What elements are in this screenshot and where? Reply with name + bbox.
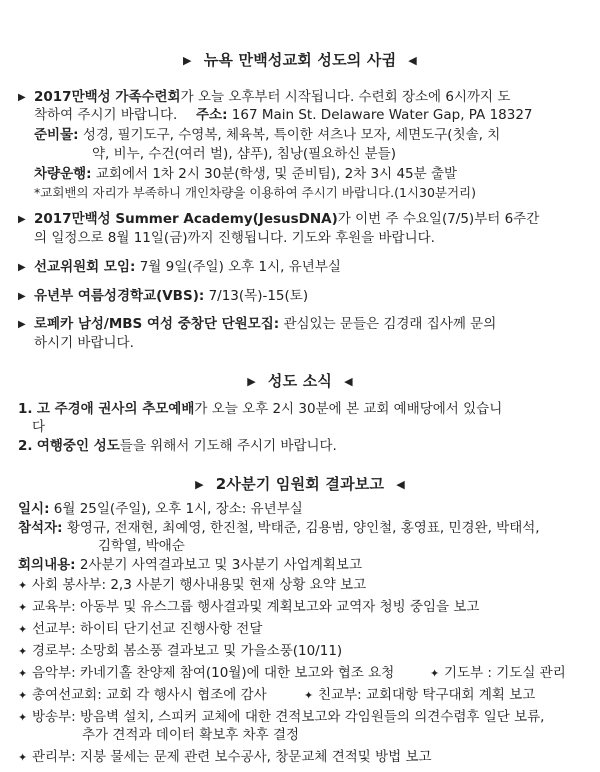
list-item: ▶ 선교위원회 모임: 7월 9일(주일) 오후 1시, 유년부실 — [18, 259, 341, 275]
report-item-continued: 추가 견적과 데이터 확보후 차후 결정 — [82, 727, 300, 743]
star-bullet-icon: ✦ — [18, 667, 28, 680]
star-bullet-icon: ✦ — [430, 667, 440, 680]
meeting-date: 일시: 6월 25일(주일), 오후 1시, 장소: 유년부실 — [18, 501, 303, 517]
star-bullet-icon: ✦ — [18, 689, 28, 702]
star-bullet-icon: ✦ — [304, 689, 314, 702]
supplies-line: 준비물: 성경, 필기도구, 수영복, 체육복, 특이한 셔츠나 모자, 세면도구(칫솔, 치 — [34, 127, 501, 143]
report-item: ✦ 경로부: 소망회 봄소풍 결과보고 및 가을소풍(10/11) — [18, 643, 343, 659]
star-bullet-icon: ✦ — [18, 645, 28, 658]
report-item: ✦ 선교부: 하이티 단기선교 진행사항 전달 — [18, 621, 263, 637]
list-item: ▶ 로페카 남성/MBS 여성 중창단 단원모집: 관심있는 문들은 김경래 집사께 문의 — [18, 316, 497, 332]
triangle-left-icon: ◀ — [396, 478, 405, 491]
news-item: 2. 여행중인 성도들을 위해서 기도해 주시기 바랍니다. — [18, 438, 337, 454]
section-title-fellowship: ▶ 뉴욕 만백성교회 성도의 사귐 ◀ — [183, 51, 417, 69]
list-item: ▶ 유년부 여름성경학교(VBS): 7/13(목)-15(토) — [18, 288, 309, 304]
star-bullet-icon: ✦ — [18, 579, 28, 592]
list-item-continued: 의 일정으로 8월 11일(금)까지 진행됩니다. 기도와 후원을 바랍니다. — [34, 230, 435, 246]
star-bullet-icon: ✦ — [18, 601, 28, 614]
list-item-continued: 하시기 바랍니다. — [34, 335, 134, 351]
triangle-bullet-icon: ▶ — [18, 92, 26, 103]
section-title-news: ▶ 성도 소식 ◀ — [247, 372, 353, 390]
report-item: ✦ 교육부: 아동부 및 유스그룹 행사결과및 계획보고와 교역자 청빙 중임을 보고 — [18, 599, 480, 615]
news-item-continued: 다 — [32, 419, 46, 435]
triangle-bullet-icon: ▶ — [18, 291, 26, 302]
triangle-bullet-icon: ▶ — [18, 319, 26, 330]
attendees-continued: 김학열, 박애순 — [98, 538, 185, 554]
star-bullet-icon: ✦ — [18, 623, 28, 636]
triangle-left-icon: ◀ — [408, 54, 417, 67]
section-title-report: ▶ 2사분기 임원회 결과보고 ◀ — [195, 475, 405, 493]
triangle-right-icon: ▶ — [247, 375, 256, 388]
report-item: ✦ 사회 봉사부: 2,3 사분기 행사내용및 현재 상황 요약 보고 — [18, 577, 367, 593]
list-item: ▶ 2017만백성 Summer Academy(JesusDNA)가 이번 주 수요일(7/5)부터 6주간 — [18, 211, 540, 227]
transport-line: 차량운행: 교회에서 1차 2시 30분(학생, 및 준비팀), 2차 3시 45분 출발 — [34, 166, 458, 182]
triangle-bullet-icon: ▶ — [18, 214, 26, 225]
report-item: ✦ 음악부: 카네기홀 찬양제 참여(10월)에 대한 보고와 협조 요청 — [18, 665, 395, 681]
triangle-right-icon: ▶ — [195, 478, 204, 491]
address-line: 주소: 167 Main St. Delaware Water Gap, PA 18327 — [196, 107, 533, 123]
report-item: ✦ 방송부: 방음벽 설치, 스피커 교체에 대한 견적보고와 각임원들의 의견수렴후 일단 보류, — [18, 709, 545, 725]
news-item: 1. 고 주경애 권사의 추모예배가 오늘 오후 2시 30분에 본 교회 예배당에서 있습니 — [18, 401, 503, 417]
report-item: ✦ 총여선교회: 교회 각 행사시 협조에 감사 — [18, 687, 267, 703]
report-item: ✦ 관리부: 지붕 물세는 문제 관련 보수공사, 창문교체 견적및 방법 보고 — [18, 749, 432, 765]
report-item: ✦ 친교부: 교회대항 탁구대회 계획 보고 — [304, 687, 536, 703]
transport-note: *교회밴의 자리가 부족하니 개인차량을 이용하여 주시기 바랍니다.(1시30분거리) — [34, 185, 477, 200]
list-item-continued: 착하여 주시기 바랍니다. — [34, 107, 178, 123]
star-bullet-icon: ✦ — [18, 751, 28, 764]
triangle-bullet-icon: ▶ — [18, 262, 26, 273]
report-item: ✦ 기도부 : 기도실 관리 — [430, 665, 566, 681]
attendees: 참석자: 황영규, 전재현, 최예영, 한진철, 박태준, 김용범, 양인철, 홍영표, 민경완, 박태석, — [18, 520, 540, 536]
supplies-line-continued: 약, 비누, 수건(여러 벌), 샴푸), 침낭(필요하신 분들) — [92, 146, 396, 162]
meeting-content: 회의내용: 2사분기 사역결과보고 및 3사분기 사업계획보고 — [18, 557, 362, 573]
star-bullet-icon: ✦ — [18, 711, 28, 724]
triangle-left-icon: ◀ — [344, 375, 353, 388]
triangle-right-icon: ▶ — [183, 54, 192, 67]
list-item: ▶ 2017만백성 가족수련회가 오늘 오후부터 시작됩니다. 수련회 장소에 6시까지 도 — [18, 89, 511, 105]
